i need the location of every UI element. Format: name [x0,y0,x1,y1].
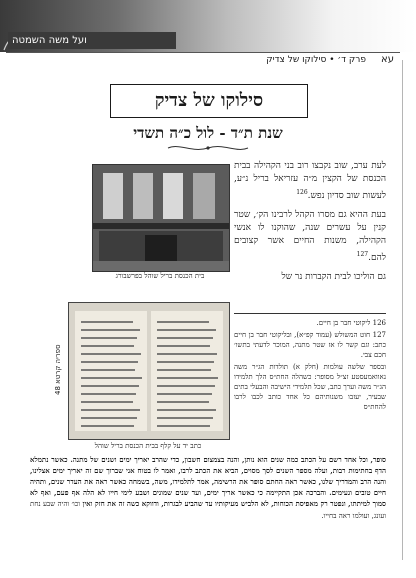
manuscript-caption: כתב יד על קלף בבית הכנסת בריל שוהל [94,442,202,450]
main-body-text [234,160,386,290]
footnote-marker: 126 [296,189,308,196]
manuscript-script-line [81,417,137,419]
manuscript-script-line [81,401,133,403]
manuscript-script-line [157,385,215,387]
footnote: 126 ליקוטי חבר בן חיים. [316,319,386,327]
synagogue-interior-illustration [93,165,229,271]
photo-caption: בית הכנסת בריל שוהל בפרשבורג [115,272,205,280]
footnote: ובספר שלשה עולמות (חלק א) תולדות הג״ר משה נאוואמעסטע זצ״ל מסופר: כשהלה החת״ס הלך תלמידו הג״ר משה וערך כתב, שכל תלמידי הישיבה והבעלי בתים שבעיר, יעזבו משנותיהם כל אחד כותב לכבו לרבו להחת״ס [234,363,386,411]
manuscript-side-caption: ספריה קרטא 48 [54,344,62,396]
synagogue-photo [92,164,230,272]
body-paragraph [234,271,386,284]
manuscript-script-line [81,369,135,371]
manuscript-script-line [81,361,138,363]
footnote: 127 חוט המשולש (עמוד קפ״א), ובליקוטי חבר בן חיים כתב: וגם קשר לו אז שטר מתנה, המוכר לדעתי בתשו׳ חכם צבי. [234,331,386,359]
manuscript-script-line [157,393,212,395]
manuscript-script-line [157,409,216,411]
manuscript-script-line [81,385,139,387]
manuscript-script-line [81,329,140,331]
manuscript-script-line [81,425,134,427]
margin-rule [402,60,403,560]
manuscript-script-line [157,345,210,347]
article-subtitle: שנת ת״ד - לול כ״ה תשדי [133,124,283,142]
paragraph-text: לעת ערב, שוב נקבצו רוב בני הקהילה בבית הכנסת של הקצין מ״ה עזריאל בריל נ״ע, לעשות שוב סדיון נפש. [234,161,386,201]
manuscript-script-line [81,337,137,339]
manuscript-script-line [157,361,214,363]
manuscript-script-line [157,425,210,427]
manuscript-script-line [157,377,218,379]
manuscript-script-line [157,369,211,371]
bottom-paragraph-bold: סופר, וכל אחד רשם על הכתב כמה שנים הוא נותן, והנה בצמצום חשבון, כדי שהרב יאריך ימים ושנים של מתנה. כאשר נתמלא הדף בחתימות רבות, ועלה מספר השנים לסך מסוים, הביא את הכתב לרבו, ואמר לו בטוח אני שברוך שם זה יאריך ימים אצלינו, והנה הרב והמדריך שלנו, כאשר ראה החתם סופר את הרשימה, אמר לתלמידו, משה, בשמחה כאשר ראה את העדר שנים, ותהיה חיים טובים ונעימים. והברכה אכן התקיימה כי כאשר אריך ימים, ועד שנים שמונים ושבע לימי חייו לא הלה אף פעם, ואף לא סמוך למיתתו, ונפטר רק מאפיסת הכוחות, לא הלביש מעיקותיו עד שהביע לבגרות, ודווקא כשה זה את חזק ואין [30,455,386,508]
manuscript-image [68,302,230,440]
book-title: ועל משה השמטה [8,32,176,49]
body-paragraph [234,209,386,265]
bottom-paragraph [30,454,386,522]
paragraph-text: גם הוליכו לבית הקברות נר של [281,272,386,282]
manuscript-script-line [81,345,134,347]
body-paragraph [234,160,386,203]
bottom-paragraph-normal: וכו׳ והיה שבע נחת ועונג, ועולמו ראה בחייו. [30,500,386,520]
manuscript-script-line [157,337,213,339]
footnotes-divider [234,313,386,314]
chapter-label: פרק ד׳ • סילוקו של צדיק [266,55,366,65]
manuscript-script-line [81,409,140,411]
manuscript-script-line [157,401,209,403]
article-title: סילוקו של צדיק [110,84,308,118]
footnotes [234,318,386,414]
manuscript-script-line [81,321,133,323]
flourish-divider-icon [166,143,250,153]
manuscript-script-line [157,329,216,331]
manuscript-script-line [157,417,213,419]
paragraph-text: בעת ההיא גם מסרו הקהל לרבינו הק׳, שטר קנין על עשרים שנה, שהוקנו לו אנשי הקהילה, משנות החיים אשר קצובים להם. [234,210,386,263]
page-number: עא [381,54,394,65]
manuscript-script-line [157,353,217,355]
manuscript-script-line [81,393,136,395]
manuscript-script-line [157,321,209,323]
footnote-marker: 127 [356,251,369,258]
manuscript-script-line [81,377,142,379]
manuscript-script-line [81,353,141,355]
